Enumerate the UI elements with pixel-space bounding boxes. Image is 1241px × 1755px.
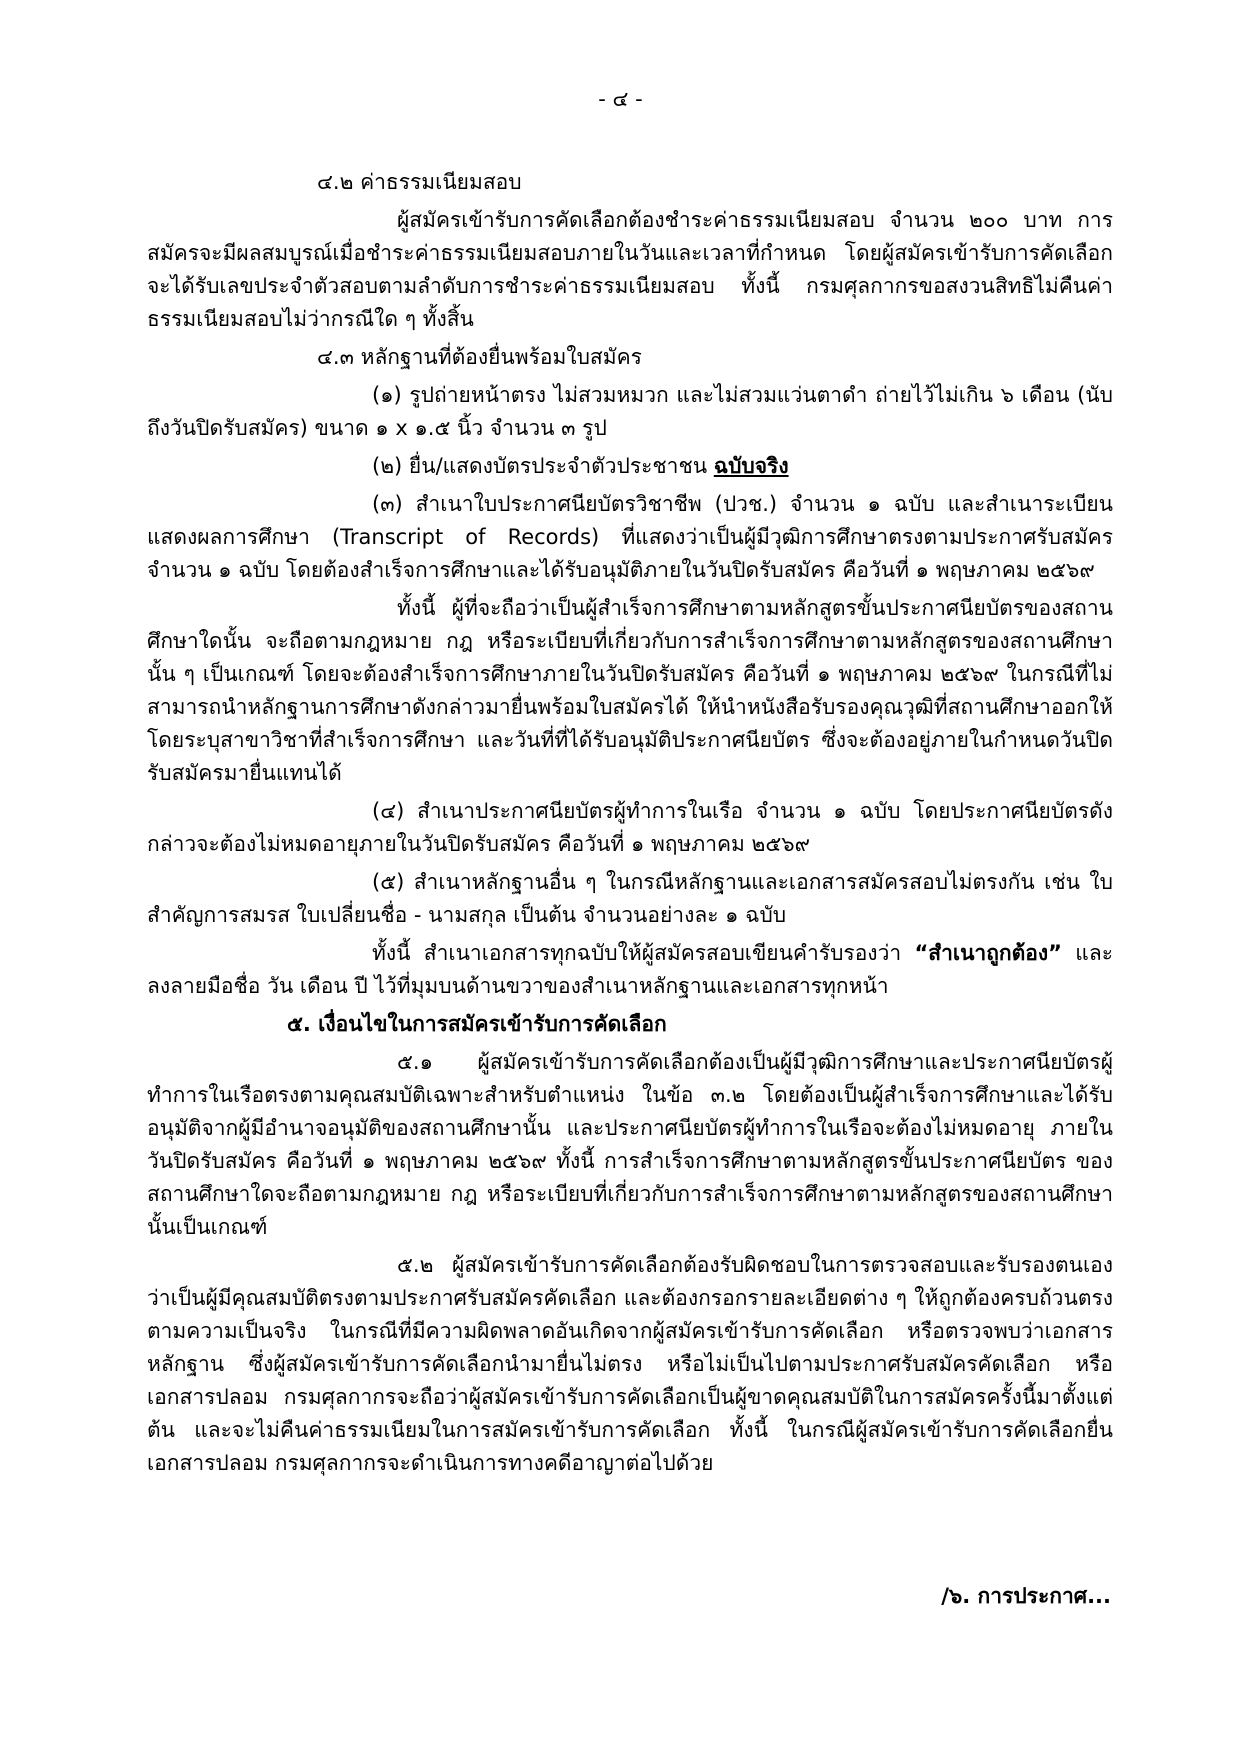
- section-5-heading: ๕. เงื่อนไขในการสมัครเข้ารับการคัดเลือก: [287, 1012, 667, 1036]
- section-4-3-item-2-text: (๒) ยื่น/แสดงบัตรประจำตัวประชาชน: [372, 454, 708, 478]
- next-page-continuation: /๖. การประกาศ...: [941, 1584, 1111, 1608]
- section-4-3-item-3: (๓) สำเนาใบประกาศนียบัตรวิชาชีพ (ปวช.) จำนวน ๑ ฉบับ และสำเนาระเบียนแสดงผลการศึกษา (Transcript of Records) ที่แสดงว่าเป็นผู้มีวุฒิการศึกษาตรงตามประกาศรับสมัคร จำนวน ๑ ฉบับ โดยต้องสำเร็จการศึกษาและได้รับอนุมัติภายในวันปิดรับสมัคร คือวันที่ ๑ พฤษภาคม ๒๕๖๙: [147, 492, 1113, 582]
- section-4-3-item-3-note: ทั้งนี้ ผู้ที่จะถือว่าเป็นผู้สำเร็จการศึกษาตามหลักสูตรขั้นประกาศนียบัตรของสถานศึกษาใดนั้น จะถือตามกฎหมาย กฎ หรือระเบียบที่เกี่ยวกับการสำเร็จการศึกษาตามหลักสูตรของสถานศึกษานั้น ๆ เป็นเกณฑ์ โดยจะต้องสำเร็จการศึกษาภายในวันปิดรับสมัคร คือวันที่ ๑ พฤษภาคม ๒๕๖๙ ในกรณีที่ไม่สามารถนำหลักฐานการศึกษาดังกล่าวมายื่นพร้อมใบสมัครได้ ให้นำหนังสือรับรองคุณวุฒิที่สถานศึกษาออกให้ โดยระบุสาขาวิชาที่สำเร็จการศึกษา และวันที่ที่ได้รับอนุมัติประกาศนียบัตร ซึ่งจะต้องอยู่ภายในกำหนดวันปิดรับสมัครมายื่นแทนได้: [147, 596, 1113, 785]
- section-4-3-item-5: (๕) สำเนาหลักฐานอื่น ๆ ในกรณีหลักฐานและเอกสารสมัครสอบไม่ตรงกัน เช่น ใบสำคัญการสมรส ใบเปลี่ยนชื่อ - นามสกุล เป็นต้น จำนวนอย่างละ ๑ ฉบับ: [147, 870, 1113, 927]
- document-body: [147, 166, 1113, 1485]
- certification-note-post: และลงลายมือชื่อ วัน เดือน ปี ไว้ที่มุมบนด้านขวาของสำเนาหลักฐานและเอกสารทุกหน้า: [147, 941, 1113, 998]
- certification-note-pre: ทั้งนี้ สำเนาเอกสารทุกฉบับให้ผู้สมัครสอบเขียนคำรับรองว่า: [372, 941, 902, 965]
- section-4-2-heading: ๔.๒ ค่าธรรมเนียมสอบ: [317, 170, 522, 194]
- original-copy-emphasis: ฉบับจริง: [713, 454, 789, 478]
- section-4-3-heading: ๔.๓ หลักฐานที่ต้องยื่นพร้อมใบสมัคร: [317, 345, 642, 369]
- certified-copy-emphasis: “สำเนาถูกต้อง”: [914, 941, 1062, 965]
- section-5-2: ๕.๒ ผู้สมัครเข้ารับการคัดเลือกต้องรับผิดชอบในการตรวจสอบและรับรองตนเองว่าเป็นผู้มีคุณสมบัติตรงตามประกาศรับสมัครคัดเลือก และต้องกรอกรายละเอียดต่าง ๆ ให้ถูกต้องครบถ้วนตรงตามความเป็นจริง ในกรณีที่มีความผิดพลาดอันเกิดจากผู้สมัครเข้ารับการคัดเลือก หรือตรวจพบว่าเอกสารหลักฐาน ซึ่งผู้สมัครเข้ารับการคัดเลือกนำมายื่นไม่ตรง หรือไม่เป็นไปตามประกาศรับสมัครคัดเลือก หรือเอกสารปลอม กรมศุลกากรจะถือว่าผู้สมัครเข้ารับการคัดเลือกเป็นผู้ขาดคุณสมบัติในการสมัครครั้งนี้มาตั้งแต่ต้น และจะไม่คืนค่าธรรมเนียมในการสมัครเข้ารับการคัดเลือก ทั้งนี้ ในกรณีผู้สมัครเข้ารับการคัดเลือกยื่นเอกสารปลอม กรมศุลกากรจะดำเนินการทางคดีอาญาต่อไปด้วย: [147, 1253, 1113, 1475]
- section-4-3-item-1: (๑) รูปถ่ายหน้าตรง ไม่สวมหมวก และไม่สวมแว่นตาดำ ถ่ายไว้ไม่เกิน ๖ เดือน (นับถึงวันปิดรับสมัคร) ขนาด ๑ x ๑.๕ นิ้ว จำนวน ๓ รูป: [147, 383, 1113, 440]
- section-5-1: ๕.๑ ผู้สมัครเข้ารับการคัดเลือกต้องเป็นผู้มีวุฒิการศึกษาและประกาศนียบัตรผู้ทำการในเรือตรงตามคุณสมบัติเฉพาะสำหรับตำแหน่ง ในข้อ ๓.๒ โดยต้องเป็นผู้สำเร็จการศึกษาและได้รับอนุมัติจากผู้มีอำนาจอนุมัติของสถานศึกษานั้น และประกาศนียบัตรผู้ทำการในเรือจะต้องไม่หมดอายุ ภายในวันปิดรับสมัคร คือวันที่ ๑ พฤษภาคม ๒๕๖๙ ทั้งนี้ การสำเร็จการศึกษาตามหลักสูตรขั้นประกาศนียบัตร ของสถานศึกษาใดจะถือตามกฎหมาย กฎ หรือระเบียบที่เกี่ยวกับการสำเร็จการศึกษาตามหลักสูตรของสถานศึกษานั้นเป็นเกณฑ์: [147, 1050, 1113, 1239]
- certification-note: [147, 937, 1113, 1003]
- section-4-3-item-2: [147, 450, 1113, 483]
- section-4-2-body: ผู้สมัครเข้ารับการคัดเลือกต้องชำระค่าธรรมเนียมสอบ จำนวน ๒๐๐ บาท การสมัครจะมีผลสมบูรณ์เมื่อชำระค่าธรรมเนียมสอบภายในวันและเวลาที่กำหนด โดยผู้สมัครเข้ารับการคัดเลือกจะได้รับเลขประจำตัวสอบตามลำดับการชำระค่าธรรมเนียมสอบ ทั้งนี้ กรมศุลกากรขอสงวนสิทธิไม่คืนค่าธรรมเนียมสอบไม่ว่ากรณีใด ๆ ทั้งสิ้น: [147, 208, 1113, 331]
- page-number: - ๔ -: [598, 87, 643, 111]
- section-4-3-item-4: (๔) สำเนาประกาศนียบัตรผู้ทำการในเรือ จำนวน ๑ ฉบับ โดยประกาศนียบัตรดังกล่าวจะต้องไม่หมดอายุภายในวันปิดรับสมัคร คือวันที่ ๑ พฤษภาคม ๒๕๖๙: [147, 799, 1113, 856]
